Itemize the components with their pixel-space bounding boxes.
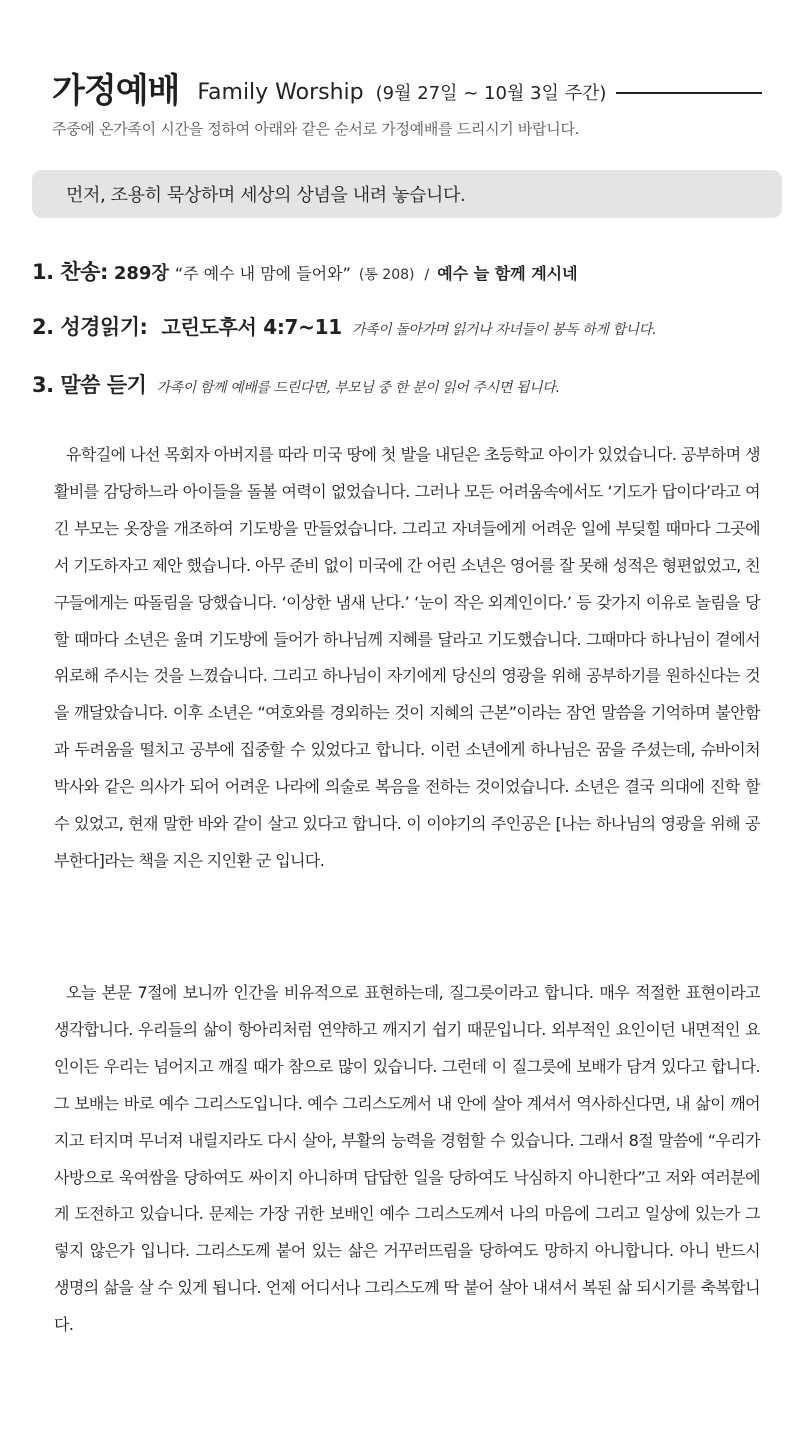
sermon-paragraph: 오늘 본문 7절에 보니까 인간을 비유적으로 표현하는데, 질그릇이라고 합니다. 매우 적절한 표현이라고 생각합니다. 우리들의 삶이 항아리처럼 연약하고 깨지기 쉽기 때문입니다. 외부적인 요인이던 내면적인 요인이든 우리는 넘어지고 깨질 때가 참으로 많이 있습니다. 그런데 이 질그릇에 보배가 담겨 있다고 합니다. 그 보배는 바로 예수 그리스도입니다. 예수 그리스도께서 내 안에 살아 계셔서 역사하신다면, 내 삶이 깨어지고 터지며 무너져 내릴지라도 다시 살아, 부활의 능력을 경험할 수 있습니다. 그래서 8절 말씀에 “우리가 사방으로 욱여쌈을 당하여도 싸이지 아니하며 답답한 일을 당하여도 낙심하지 아니한다”고 저와 여러분에게 도전하고 있습니다. 문제는 가장 귀한 보배인 예수 그리스도께서 나의 마음에 그리고 일상에 있는가 그렇지 않은가 입니다. 그리스도께 붙어 있는 삶은 거꾸러뜨림을 당하여도 망하지 아니합니다. 아니 반드시 생명의 삶을 살 수 있게 됩니다. 언제 어디서나 그리스도께 딱 붙어 살아 내셔서 복된 삶 되시기를 축복합니다.	[54, 983, 760, 1335]
order-item-sermon	[32, 369, 559, 399]
instructions-text: 주중에 온가족이 시간을 정하여 아래와 같은 순서로 가정예배를 드리시기 바랍니다.	[52, 120, 580, 138]
hymn-number: 289장	[113, 263, 169, 284]
order-item-hymn	[32, 256, 578, 286]
scripture-passage: 고린도후서 4:7~11	[161, 315, 342, 339]
hymn-alt-number: (통 208)	[358, 267, 415, 283]
preparation-box	[32, 170, 782, 218]
hymn-label: 1. 찬송:	[32, 260, 108, 284]
header-rule	[616, 92, 762, 94]
scripture-label: 2. 성경읽기:	[32, 315, 148, 339]
hymn-alt-title: 예수 늘 함께 계시네	[437, 264, 578, 283]
sermon-note: 가족이 함께 예배를 드린다면, 부모님 중 한 분이 읽어 주시면 됩니다.	[156, 380, 560, 396]
scripture-note: 가족이 돌아가며 읽거나 자녀들이 봉독 하게 합니다.	[351, 322, 656, 338]
sermon-label: 3. 말씀 듣기	[32, 373, 147, 397]
sermon-paragraph: 유학길에 나선 목회자 아버지를 따라 미국 땅에 첫 발을 내딛은 초등학교 아이가 있었습니다. 공부하며 생활비를 감당하느라 아이들을 돌볼 여력이 없었습니다. 그러나 모든 어려움속에서도 ‘기도가 답이다’라고 여긴 부모는 옷장을 개조하여 기도방을 만들었습니다. 그리고 자녀들에게 어려운 일에 부딪힐 때마다 그곳에서 기도하자고 제안 했습니다. 아무 준비 없이 미국에 간 어린 소년은 영어를 잘 못해 성적은 형편없었고, 친구들에게는 따돌림을 당했습니다. ‘이상한 냄새 난다.’ ‘눈이 작은 외계인이다.’ 등 갖가지 이유로 놀림을 당할 때마다 소년은 울며 기도방에 들어가 하나님께 지혜를 달라고 기도했습니다. 그때마다 하나님이 곁에서 위로해 주시는 것을 느꼈습니다. 그리고 하나님이 자기에게 당신의 영광을 위해 공부하기를 원하신다는 것을 깨달았습니다. 이후 소년은 “여호와를 경외하는 것이 지혜의 근본”이라는 잠언 말씀을 기억하며 불안함과 두려움을 떨치고 공부에 집중할 수 있었다고 합니다. 이런 소년에게 하나님은 꿈을 주셨는데, 슈바이처 박사와 같은 의사가 되어 어려운 나라에 의술로 복음을 전하는 것이었습니다. 소년은 결국 의대에 진학 할 수 있었고, 현재 말한 바와 같이 살고 있다고 합니다. 이 이야기의 주인공은 [나는 하나님의 영광을 위해 공부한다]라는 책을 지은 지인환 군 입니다.	[54, 445, 760, 870]
week-range: (9월 27일 ~ 10월 3일 주간)	[375, 83, 607, 105]
preparation-text: 먼저, 조용히 묵상하며 세상의 상념을 내려 놓습니다.	[66, 185, 466, 206]
hymn-title: “주 예수 내 맘에 들어와”	[174, 264, 351, 283]
order-item-scripture	[32, 311, 656, 341]
page-header	[52, 58, 762, 111]
hymn-separator: /	[424, 267, 430, 283]
page-title-english: Family Worship	[197, 79, 364, 105]
page-title: 가정예배	[52, 71, 180, 111]
